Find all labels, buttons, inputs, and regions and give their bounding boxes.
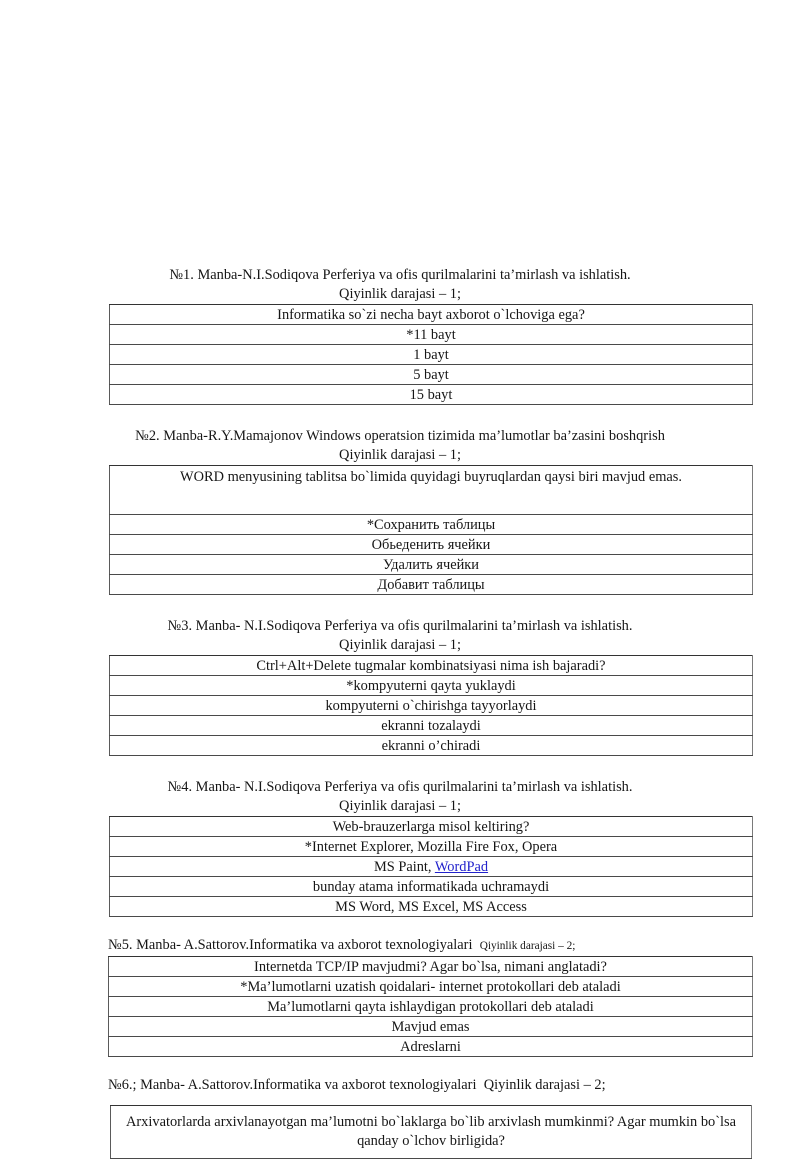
question-5-prompt: Internetda TCP/IP mavjudmi? Agar bo`lsa, nimani anglatadi? [109, 957, 753, 977]
question-4-prompt: Web-brauzerlarga misol keltiring? [110, 817, 753, 837]
question-1-option-3[interactable]: 5 bayt [110, 365, 753, 385]
question-4-option-4[interactable]: MS Word, MS Excel, MS Access [110, 897, 753, 917]
document-content [0, 266, 800, 1159]
question-block-1 [0, 266, 800, 405]
question-4-option-2[interactable] [110, 857, 753, 877]
question-4-header: №4. Manba- N.I.Sodiqova Perferiya va ofis qurilmalarini ta’mirlash va ishlatish. [167, 779, 633, 795]
wordpad-hyperlink[interactable]: WordPad [434, 858, 489, 875]
table-row [110, 345, 753, 365]
table-row [110, 897, 753, 917]
table-row [110, 305, 753, 325]
table-row [110, 716, 753, 736]
question-1-option-2[interactable]: 1 bayt [110, 345, 753, 365]
question-2-table [109, 465, 753, 595]
question-2-option-1[interactable]: *Сохранить таблицы [110, 515, 753, 535]
table-row [109, 1037, 753, 1057]
table-row [110, 535, 753, 555]
question-1-difficulty: Qiyinlik darajasi – 1; [339, 286, 461, 302]
question-6-prompt: Arxivatorlarda arxivlanayotgan ma’lumotni bo`laklarga bo`lib arxivlash mumkinmi? Agar mumkin bo`lsa qanday o`lchov birligida? [111, 1106, 752, 1159]
question-5-header [0, 936, 800, 956]
question-2-option-2[interactable]: Обьеденить ячейки [110, 535, 753, 555]
question-5-table [108, 956, 753, 1057]
table-row [109, 1017, 753, 1037]
spacer [0, 1057, 800, 1076]
question-4-table [109, 816, 753, 917]
table-row [111, 1106, 752, 1159]
spacer [0, 405, 800, 427]
table-row [110, 555, 753, 575]
question-1-option-1[interactable]: *11 bayt [110, 325, 753, 345]
question-4-option-2-text: MS Paint, [373, 858, 435, 875]
question-5-option-2[interactable]: Ma’lumotlarni qayta ishlaydigan protokollari deb ataladi [109, 997, 753, 1017]
question-5-option-4[interactable]: Adreslarni [109, 1037, 753, 1057]
question-6-difficulty: Qiyinlik darajasi – 2; [483, 1077, 606, 1093]
question-4-difficulty: Qiyinlik darajasi – 1; [339, 798, 461, 814]
question-3-header: №3. Manba- N.I.Sodiqova Perferiya va ofis qurilmalarini ta’mirlash va ishlatish. [167, 618, 633, 634]
table-row [110, 656, 753, 676]
question-4-option-1[interactable]: *Internet Explorer, Mozilla Fire Fox, Opera [110, 837, 753, 857]
question-6-table [110, 1105, 752, 1159]
question-6-header [0, 1076, 800, 1095]
question-3-table [109, 655, 753, 756]
question-5-option-3[interactable]: Mavjud emas [109, 1017, 753, 1037]
table-row [110, 385, 753, 405]
question-3-option-2[interactable]: kompyuterni o`chirishga tayyorlaydi [110, 696, 753, 716]
question-3-option-3[interactable]: ekranni tozalaydi [110, 716, 753, 736]
question-4-option-3[interactable]: bunday atama informatikada uchramaydi [110, 877, 753, 897]
table-row [110, 817, 753, 837]
table-row [110, 515, 753, 535]
question-1-header: №1. Manba-N.I.Sodiqova Perferiya va ofis qurilmalarini ta’mirlash va ishlatish. [169, 267, 631, 283]
question-2-option-4[interactable]: Добавит таблицы [110, 575, 753, 595]
question-block-6 [0, 1076, 800, 1159]
question-5-difficulty: Qiyinlik darajasi – 2; [479, 940, 576, 952]
question-1-option-4[interactable]: 15 bayt [110, 385, 753, 405]
table-row [110, 676, 753, 696]
question-1-prompt: Informatika so`zi necha bayt axborot o`lchoviga ega? [110, 305, 753, 325]
question-3-prompt: Ctrl+Alt+Delete tugmalar kombinatsiyasi nima ish bajaradi? [110, 656, 753, 676]
question-6-header-text: №6.; Manba- A.Sattorov.Informatika va axborot texnologiyalari [108, 1077, 477, 1093]
table-row [110, 466, 753, 515]
table-row [109, 997, 753, 1017]
table-row [110, 575, 753, 595]
question-2-header: №2. Manba-R.Y.Mamajonov Windows operatsion tizimida ma’lumotlar ba’zasini boshqrish [135, 428, 665, 444]
question-3-option-4[interactable]: ekranni o’chiradi [110, 736, 753, 756]
table-row [109, 957, 753, 977]
table-row [110, 837, 753, 857]
table-row [109, 977, 753, 997]
question-3-option-1[interactable]: *kompyuterni qayta yuklaydi [110, 676, 753, 696]
question-block-5 [0, 936, 800, 1057]
question-block-4 [0, 778, 800, 917]
question-5-option-1[interactable]: *Ma’lumotlarni uzatish qoidalari- internet protokollari deb ataladi [109, 977, 753, 997]
question-5-header-text: №5. Manba- A.Sattorov.Informatika va axborot texnologiyalari [108, 937, 473, 953]
spacer [0, 1095, 800, 1105]
spacer [0, 756, 800, 778]
table-row [110, 736, 753, 756]
table-row [110, 696, 753, 716]
question-block-2 [0, 427, 800, 595]
spacer [0, 917, 800, 936]
question-2-option-3[interactable]: Удалить ячейки [110, 555, 753, 575]
question-2-difficulty: Qiyinlik darajasi – 1; [339, 447, 461, 463]
question-1-table [109, 304, 753, 405]
question-block-3 [0, 617, 800, 756]
table-row [110, 325, 753, 345]
question-3-difficulty: Qiyinlik darajasi – 1; [339, 637, 461, 653]
spacer [0, 595, 800, 617]
table-row [110, 857, 753, 877]
question-2-prompt: WORD menyusining tablitsa bo`limida quyidagi buyruqlardan qaysi biri mavjud emas. [110, 466, 753, 515]
table-row [110, 877, 753, 897]
table-row [110, 365, 753, 385]
